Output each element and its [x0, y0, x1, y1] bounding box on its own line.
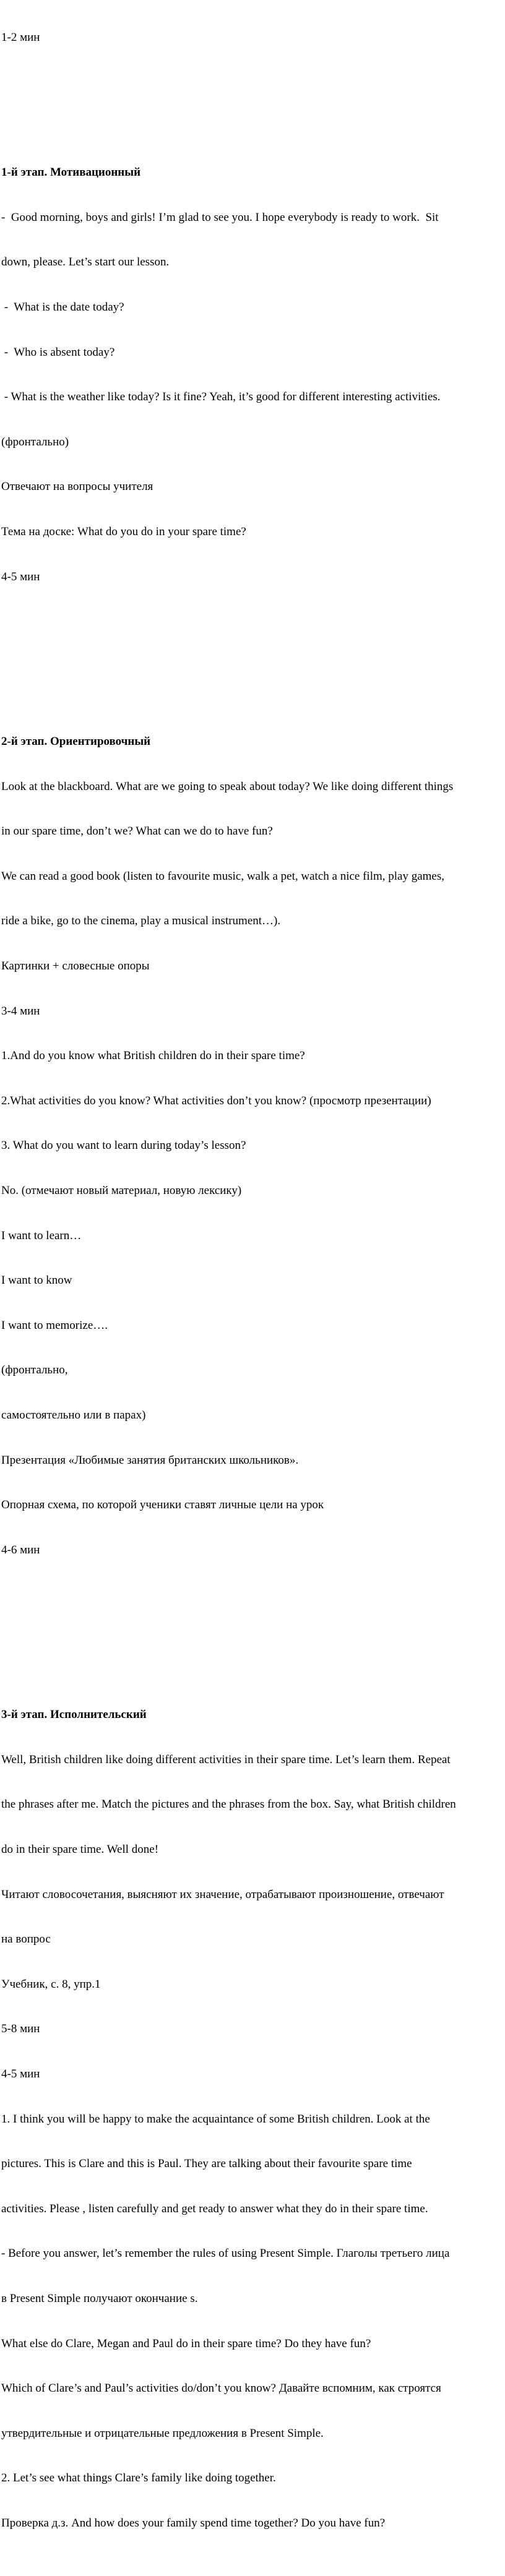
stage2-line: Look at the blackboard. What are we going to speak about today? We like doing different things [1, 779, 454, 793]
stage2-line: We can read a good book (listen to favourite music, walk a pet, watch a nice film, play games, [1, 869, 445, 883]
stage3-line: утвердительные и отрицательные предложения в Present Simple. [1, 2426, 324, 2440]
intro-time: 1-2 мин [1, 31, 40, 45]
stage3-line: Учебник, с. 8, упр.1 [1, 1977, 101, 1991]
stage1-line: down, please. Let’s start our lesson. [1, 255, 170, 269]
stage3-line: - Before you answer, let’s remember the rules of using Present Simple. Глаголы третьего лица [1, 2247, 450, 2260]
stage3-line: Which of Clare’s and Paul’s activities do/don’t you know? Давайте вспомним, как строятся [1, 2382, 441, 2395]
stage2-line: 3. What do you want to learn during today’s lesson? [1, 1139, 246, 1153]
stage1-line: - Good morning, boys and girls! I’m glad to see you. I hope everybody is ready to work. Sit [1, 210, 439, 224]
stage1-line: 4-5 мин [1, 570, 40, 583]
stage2-line: 3-4 мин [1, 1004, 40, 1018]
stage2-section [1, 705, 504, 1588]
stage3-line: Читают словосочетания, выясняют их значение, отрабатывают произношение, отвечают [1, 1887, 444, 1901]
stage1-section [1, 135, 504, 615]
stage2-line: ride a bike, go to the cinema, play a musical instrument…). [1, 914, 281, 928]
stage3-line: activities. Please , listen carefully and get ready to answer what they do in their spare time. [1, 2202, 428, 2215]
stage2-line: 4-6 мин [1, 1543, 40, 1556]
stage3-line: What else do Clare, Megan and Paul do in their spare time? Do they have fun? [1, 2337, 371, 2350]
stage2-line: in our spare time, don’t we? What can we do to have fun? [1, 825, 273, 838]
stage2-heading: 2-й этап. Ориентировочный [1, 734, 151, 748]
stage3-line: 5-8 мин [1, 2022, 40, 2036]
stage2-line: I want to learn… [1, 1229, 82, 1242]
stage2-line: самостоятельно или в парах) [1, 1409, 146, 1422]
spacer [1, 1618, 504, 1633]
stage2-line: (фронтально, [1, 1363, 68, 1377]
stage1-heading: 1-й этап. Мотивационный [1, 166, 141, 179]
stage2-line: Опорная схема, по которой ученики ставят личные цели на урок [1, 1498, 324, 1512]
stage2-line: No. (отмечают новый материал, новую лексику) [1, 1184, 242, 1198]
stage3-line: в Present Simple получают окончание s. [1, 2292, 198, 2306]
stage3-line: do in their spare time. Well done! [1, 1842, 159, 1856]
stage1-line: (фронтально) [1, 435, 69, 449]
spacer [1, 645, 504, 659]
stage2-line: Презентация «Любимые занятия британских школьников». [1, 1453, 299, 1467]
stage2-line: I want to know [1, 1274, 72, 1287]
spacer [1, 75, 504, 90]
stage3-line: pictures. This is Clare and this is Paul. They are talking about their favourite spare time [1, 2157, 412, 2171]
stage3-line: Проверка д.з. And how does your family spend time together? Do you have fun? [1, 2517, 386, 2530]
stage2-line: I want to memorize…. [1, 1318, 108, 1332]
stage1-line: Тема на доске: What do you do in your spare time? [1, 525, 246, 539]
stage3-line: 4-5 мин [1, 2067, 40, 2080]
stage1-line: - Who is absent today? [1, 345, 115, 359]
stage3-section [1, 1678, 504, 2561]
stage1-line: - What is the date today? [1, 301, 124, 314]
stage3-line: 2. Let’s see what things Clare’s family like doing together. [1, 2471, 276, 2485]
stage3-line: 1. I think you will be happy to make the acquaintance of some British children. Look at the [1, 2112, 430, 2126]
stage2-line: 2.What activities do you know? What activities don’t you know? (просмотр презентации) [1, 1094, 431, 1107]
stage2-line: Картинки + словесные опоры [1, 959, 150, 972]
stage2-line: 1.And do you know what British children do in their spare time? [1, 1049, 305, 1063]
stage1-line: - What is the weather like today? Is it fine? Yeah, it’s good for different interesting activities. [1, 390, 441, 404]
stage3-heading: 3-й этап. Исполнительский [1, 1708, 147, 1722]
stage3-line: на вопрос [1, 1933, 51, 1946]
stage3-line: Well, British children like doing different activities in their spare time. Let’s learn them. Repeat [1, 1753, 451, 1766]
stage3-line: the phrases after me. Match the pictures and the phrases from the box. Say, what British children [1, 1798, 456, 1811]
stage1-line: Отвечают на вопросы учителя [1, 480, 153, 494]
